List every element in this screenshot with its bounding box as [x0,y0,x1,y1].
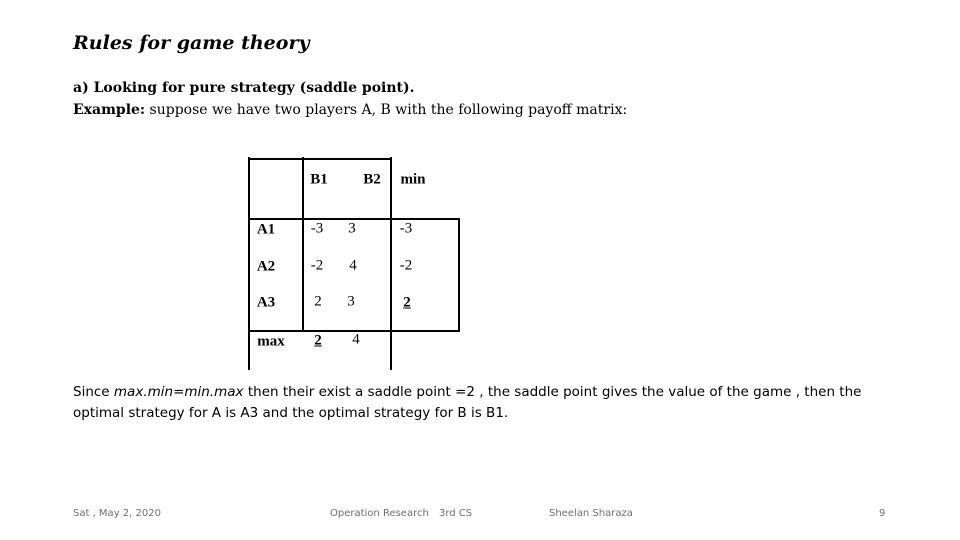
cell-a3-b2: 3 [347,293,355,310]
cell-max-b2: 4 [352,331,360,348]
footer-author: Sheelan Sharaza [549,508,633,519]
cell-a1-b1: -3 [310,220,324,237]
cell-a1-b2: 3 [348,220,356,237]
conclusion-emphasis: max.min=min.max [113,384,244,400]
footer-class: 3rd CS [439,508,473,519]
row-label-a2: A2 [256,258,276,275]
matrix-top-border [248,158,392,160]
col-header-b2: B2 [363,171,381,188]
matrix-col-divider-2 [390,157,392,370]
cell-a3-min-saddle: 2 [403,294,411,311]
col-header-b1: B1 [310,171,328,188]
cell-a3-b1: 2 [314,293,322,310]
example-label: Example: [73,102,146,118]
row-label-a1: A1 [256,221,276,238]
matrix-col-divider-1 [302,157,304,332]
matrix-header-separator [248,218,460,220]
footer-page-number: 9 [879,508,886,519]
row-label-max: max [257,333,285,350]
col-header-min: min [400,171,426,188]
footer-date: Sat , May 2, 2020 [73,508,161,519]
matrix-left-border [248,157,250,370]
footer-course: Operation Research [330,508,429,519]
cell-a2-min: -2 [399,257,413,274]
row-label-a3: A3 [256,294,276,311]
conclusion-prefix: Since [73,384,114,400]
cell-a2-b1: -2 [310,257,324,274]
section-heading: a) Looking for pure strategy (saddle point). [73,80,415,96]
payoff-matrix [246,157,462,370]
example-text: suppose we have two players A, B with the following payoff matrix: [145,102,628,118]
cell-a2-b2: 4 [349,257,357,274]
cell-a1-min: -3 [399,220,413,237]
example-line [73,102,627,118]
conclusion-rest: then their exist a saddle point =2 , the saddle point gives the value of the game , then the optimal strategy for A is A3 and the optimal strategy for B is B1. [73,384,862,421]
matrix-right-border [458,218,460,332]
cell-max-b1-saddle: 2 [314,332,322,349]
slide-title: Rules for game theory [73,32,310,54]
conclusion-text [73,382,903,424]
